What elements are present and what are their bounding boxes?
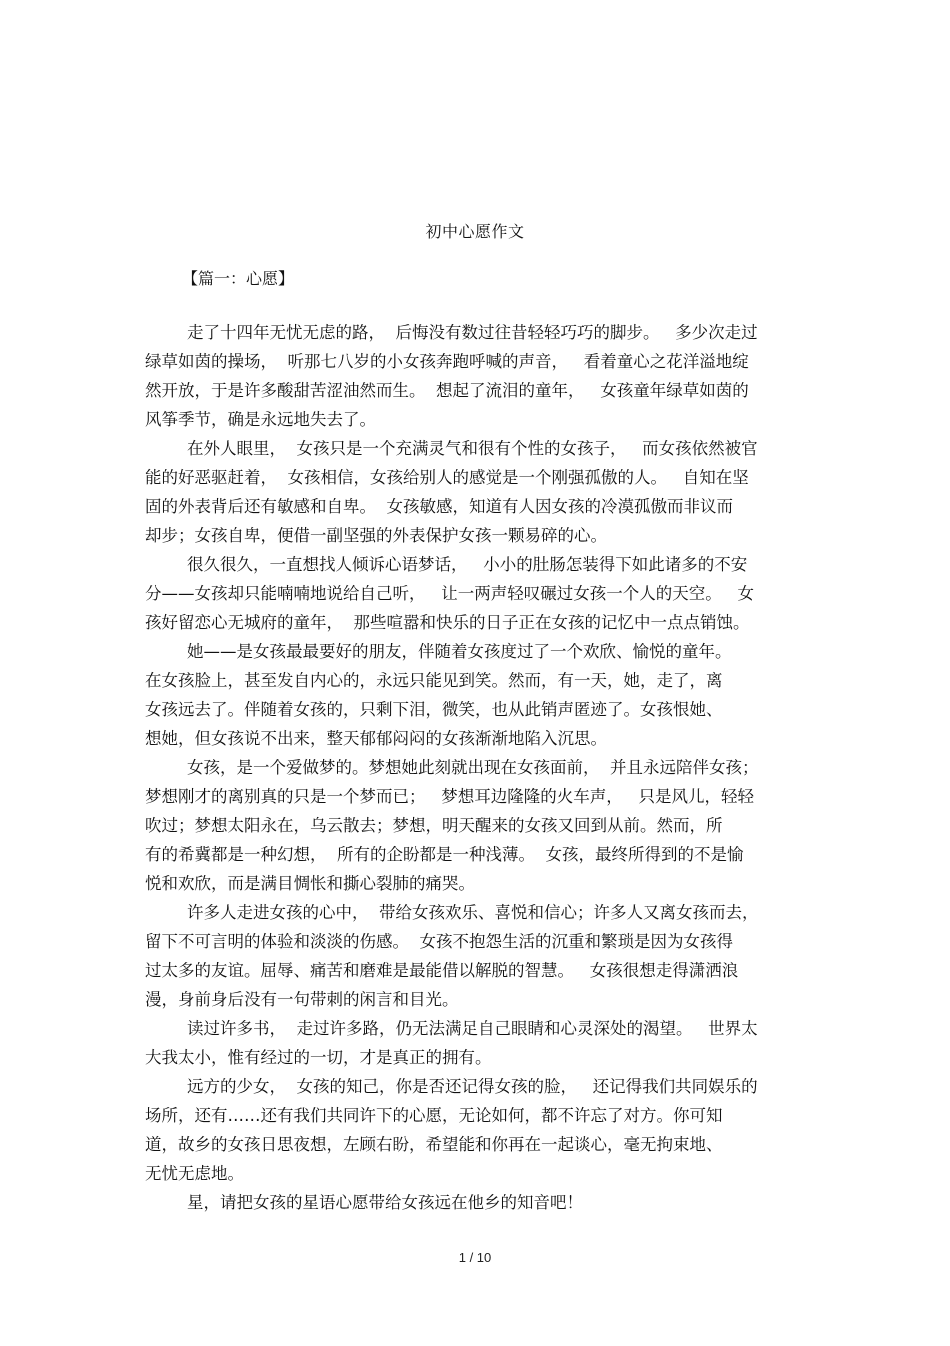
page-number: 1 / 10 xyxy=(458,1250,492,1265)
text-line: 想她，但女孩说不出来，整天郁郁闷闷的女孩渐渐地陷入沉思。 xyxy=(145,729,607,748)
text-line: 大我太小，惟有经过的一切，才是真正的拥有。 xyxy=(145,1048,492,1067)
text-line: 远方的少女， 女孩的知己，你是否还记得女孩的脸， 还记得我们共同娱乐的 xyxy=(145,1077,758,1096)
text-line: 道，故乡的女孩日思夜想，左顾右盼，希望能和你再在一起谈心，毫无拘束地、 xyxy=(145,1135,723,1154)
text-line: 固的外表背后还有敏感和自卑。 女孩敏感，知道有人因女孩的冷漠孤傲而非议而 xyxy=(145,497,733,516)
text-line: 孩好留恋心无城府的童年， 那些喧嚣和快乐的日子正在女孩的记忆中一点点销蚀。 xyxy=(145,613,750,632)
text-line: 留下不可言明的体验和淡淡的伤感。 女孩不抱怨生活的沉重和繁琐是因为女孩得 xyxy=(145,932,733,951)
text-line: 星，请把女孩的星语心愿带给女孩远在他乡的知音吧！ xyxy=(145,1193,583,1212)
text-line: 绿草如茵的操场， 听那七八岁的小女孩奔跑呼喊的声音， 看着童心之花洋溢地绽 xyxy=(145,352,749,371)
text-line: 能的好恶驱赶着， 女孩相信，女孩给别人的感觉是一个刚强孤傲的人。 自知在坚 xyxy=(145,468,749,487)
text-line: 她——是女孩最最要好的朋友，伴随着女孩度过了一个欢欣、愉悦的童年。 xyxy=(145,642,732,661)
text-line: 过太多的友谊。屈辱、痛苦和磨难是最能借以解脱的智慧。 女孩很想走得潇洒浪 xyxy=(145,961,739,980)
text-line: 分——女孩却只能喃喃地说给自己听， 让一两声轻叹碾过女孩一个人的天空。 女 xyxy=(145,584,754,603)
text-line: 读过许多书， 走过许多路，仍无法满足自己眼睛和心灵深处的渴望。 世界太 xyxy=(145,1019,758,1038)
text-line: 许多人走进女孩的心中， 带给女孩欢乐、喜悦和信心；许多人又离女孩而去， xyxy=(145,903,759,922)
text-line: 吹过；梦想太阳永在，乌云散去；梦想，明天醒来的女孩又回到从前。然而，所 xyxy=(145,816,723,835)
text-line: 走了十四年无忧无虑的路， 后悔没有数过往昔轻轻巧巧的脚步。 多少次走过 xyxy=(145,323,758,342)
text-line: 在外人眼里， 女孩只是一个充满灵气和很有个性的女孩子， 而女孩依然被官 xyxy=(145,439,758,458)
text-line: 漫，身前身后没有一句带刺的闲言和目光。 xyxy=(145,990,459,1009)
text-line: 风筝季节，确是永远地失去了。 xyxy=(145,410,376,429)
text-line: 女孩远去了。伴随着女孩的，只剩下泪，微笑，也从此销声匿迹了。女孩恨她、 xyxy=(145,700,723,719)
text-line: 女孩，是一个爱做梦的。梦想她此刻就出现在女孩面前， 并且永远陪伴女孩； xyxy=(145,758,759,777)
text-line: 场所，还有……还有我们共同许下的心愿，无论如何，都不许忘了对方。你可知 xyxy=(145,1106,723,1125)
text-line: 无忧无虑地。 xyxy=(145,1164,244,1183)
text-line: 很久很久，一直想找人倾诉心语梦话， 小小的肚肠怎装得下如此诸多的不安 xyxy=(145,555,748,574)
text-line: 悦和欢欣，而是满目惆怅和撕心裂肺的痛哭。 xyxy=(145,874,475,893)
text-line: 却步；女孩自卑，便借一副坚强的外表保护女孩一颗易碎的心。 xyxy=(145,526,607,545)
document-title: 初中心愿作文 xyxy=(425,222,525,241)
text-line: 有的希冀都是一种幻想， 所有的企盼都是一种浅薄。 女孩，最终所得到的不是愉 xyxy=(145,845,744,864)
body-text xyxy=(145,318,815,1217)
section-heading: 【篇一：心愿】 xyxy=(182,269,295,288)
text-line: 在女孩脸上，甚至发自内心的，永远只能见到笑。然而，有一天，她，走了，离 xyxy=(145,671,723,690)
text-line: 然开放，于是许多酸甜苦涩油然而生。 想起了流泪的童年， 女孩童年绿草如茵的 xyxy=(145,381,749,400)
text-line: 梦想刚才的离别真的只是一个梦而已； 梦想耳边隆隆的火车声， 只是风儿，轻轻 xyxy=(145,787,754,806)
